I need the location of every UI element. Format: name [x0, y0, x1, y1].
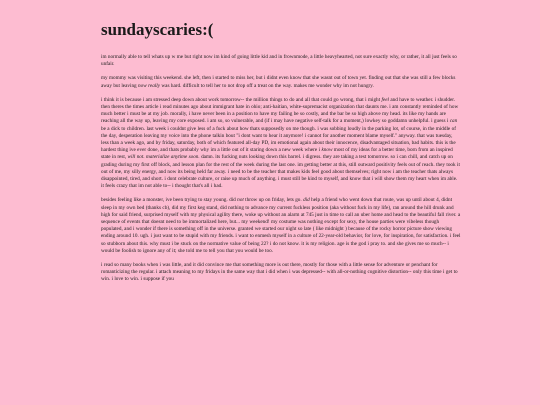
- post-body: [101, 54, 461, 284]
- post-paragraph: [101, 262, 461, 284]
- paragraph-text: damn. its fucking nuts looking down this barrel. i digress. they are taking a test tomorrow. so i can chill, and catch up on grading during my first off block, and lesson plan for the rest of the week during the last one. im getting better at this, still outward positivity feels out of reach. they took it out of me, my silly energy, and now its being held far away. i need to be the teacher that makes kids feel good about themselves; right now i am the teacher thats always disappointed, tired, and short. i dont celebrate culture, or raise up much of anything. i must still be kind to myself, and know that i will show them my heart when im able. it feels crazy that im not able to-- i thought that's all i had.: [101, 154, 460, 190]
- paragraph-text: my mommy was visiting this weekend. she left, then i started to miss her, but i didnt even know that she wasnt out of town yet. finding out that she was still a few blocks away but leaving: [101, 75, 456, 89]
- paragraph-text: i read so many books when i was little, and it did convince me that something more is out there, mostly for those with a little sense for adventure or penchant for romanticizing the regular. i attach meaning to my fridays in the same way that i did when i was depressed-- with all-or-nothing cognitive distortion-- only this time i get to win. i love to win. i suppose if you: [101, 262, 458, 283]
- paragraph-text: be a dick to children. last week i couldnt give less of a fuck about how thats supposedly on me though. i was sobbing loudly in the parking lot, of course, in the middle of the day, desperation leaving my voice into the phone talkin bout "i dont want to hear it anymore! i cannot for another moment blame myself." anyway. that was tuesday, less than a week ago, and by friday, saturday, both of which featured all-day PD, im emotional again about their innocence, disadvantaged situation, bad habits. this is the hardest thing ive ever done, and thats probably why im a little out of it staring down a new week where i: [101, 125, 456, 154]
- emphasis-text: feel: [381, 96, 389, 103]
- emphasis-text: did: [303, 197, 310, 204]
- post-paragraph: [101, 54, 461, 68]
- post-paragraph: [101, 197, 461, 255]
- paragraph-text: most of my ideas for a better time, born from an inspired state in rest,: [101, 147, 453, 161]
- paragraph-text: was hard. difficult to tell her to not drop off a treat on the way. makes me wonder why im not hungry.: [160, 82, 374, 89]
- paragraph-text: besides feeling like a monster, ive been trying to stay young. did: [101, 197, 238, 204]
- blog-title: sundayscaries:(: [101, 20, 214, 39]
- emphasis-text: will not. materialize anytime soon.: [127, 154, 200, 161]
- emphasis-text: now really: [138, 82, 160, 89]
- emphasis-text: know: [321, 147, 333, 154]
- paragraph-text: and have to weather. i shudder. then theres the times article i read minutes ago about immigrant hate in ohio; anti-haitian, white-supremacist organization that daunts me. i am constantly reminded of how much better i must be at my job. morally, i have never been in a position to have my failing be so costly, and the bar be so high above my head. its like my hands are reaching all the way up, leaving my core exposed. i am so, so vulnerable, and (if i may have negative self-talk for a moment,) lowkey so goddamn unhelpful. i guess i: [101, 96, 459, 125]
- paragraph-text: im normally able to tell whats up w me but right now im kind of going little kid and in frownmode, a little heavyhearted, not sure exactly why, or rather, it all just feels so unfair.: [101, 54, 457, 68]
- paragraph-text: i think it is because i am stressed deep down about work tomorrow-- the million things to do and all that could go wrong, that i might: [101, 96, 382, 103]
- emphasis-text: can: [449, 118, 458, 125]
- paragraph-text: throw up on friday, lets go.: [243, 197, 304, 204]
- post-paragraph: [101, 75, 461, 89]
- post-paragraph: [101, 97, 461, 191]
- paragraph-text: help a friend who went down that route, was up until about 4, didnt sleep in my own bed (thanks cb), did my first keg stand, did nothing to advance my current fuckless position (aka without fuck in my life), ran around the hill drunk and high for said friend, surprised myself with my physical agility there, woke up without an alarm at 745 just in time to call an uber home and head to the beautiful fall river. a sequence of events that doesnt need to be immortalized here, but... my weekend! my costume was nothing except for sexy, the house parties were vibeless though populated, and i wonder if there is something off in the universe. granted we started our night so late ( like midnight ) because of the rocky horror picture show viewing ending around 10. ugh. i just want to be stupid with my friends. i want to enmesh myself in a culture of 22-year-old behavior, for love, for inspiration, for satisfaction. i feel so stubborn about this. why must i be stuck on the normative value of being 22? i do not know. it is my religion. age is the god i pray to. and she gives me so much-- i would be foolish to ignore any of it; she told me to tell you that you would be too.: [101, 197, 461, 254]
- emphasis-text: not: [237, 197, 244, 204]
